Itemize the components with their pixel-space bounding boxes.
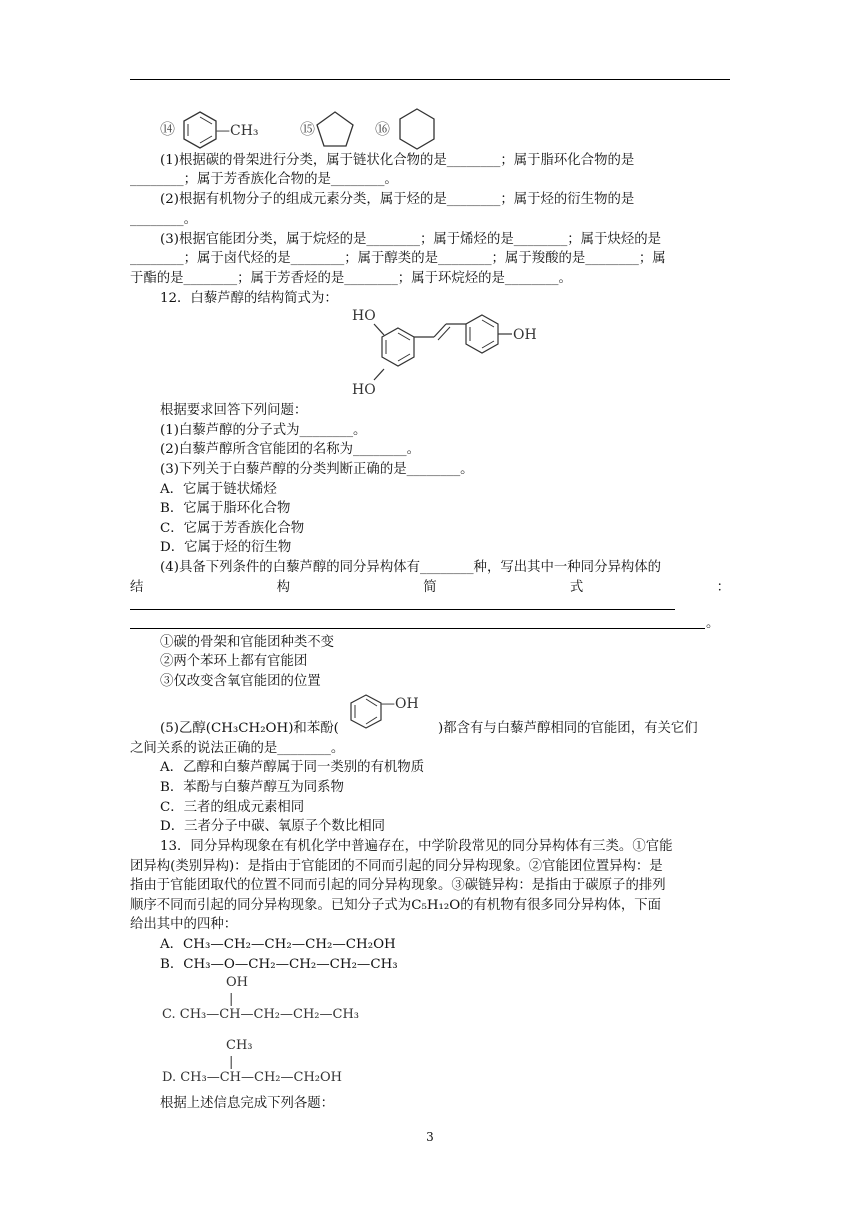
q13-line-2: 团异构(类别异构)：是指由于官能团的不同而引起的同分异构现象。②官能团位置异构：是 bbox=[130, 859, 663, 874]
q12-part-4-end: 。 bbox=[706, 616, 720, 631]
resveratrol-ho-bottom: HO bbox=[352, 382, 376, 398]
structures-svg bbox=[150, 104, 450, 152]
q13-line-1: 13．同分异构现象在有机化学中普遍存在，中学阶段常见的同分异构体有三类。①官能 bbox=[160, 839, 673, 854]
q13-line-4: 顺序不同而引起的同分异构现象。已知分子式为C₅H₁₂O的有机物有很多同分异构体，下面 bbox=[130, 898, 662, 913]
top-structures bbox=[150, 104, 450, 152]
q13-option-c: C. CH₃—CH—CH₂—CH₂—CH₃ bbox=[162, 1007, 360, 1022]
header-rule bbox=[130, 79, 730, 80]
q11-line-2: ________；属于芳香族化合物的是________。 bbox=[130, 172, 398, 187]
q11-line-5: (3)根据官能团分类，属于烷烃的是________；属于烯烃的是________；属于炔烃的是 bbox=[160, 232, 662, 247]
q13-c-oh: OH bbox=[226, 975, 248, 990]
cyclopentane bbox=[317, 112, 353, 146]
phenol-structure bbox=[346, 692, 436, 732]
q13-option-d: D. CH₃—CH—CH₂—CH₂OH bbox=[162, 1070, 342, 1085]
phenol-oh: —OH bbox=[381, 696, 419, 712]
q12-p5-option-b: B．苯酚与白藜芦醇互为同系物 bbox=[160, 780, 344, 795]
q12-option-c: C．它属于芳香族化合物 bbox=[160, 521, 305, 536]
q13-d-ch3: CH₃ bbox=[226, 1038, 253, 1053]
q11-line-1: (1)根据碳的骨架进行分类，属于链状化合物的是________；属于脂环化合物的是 bbox=[160, 153, 635, 168]
phenol-svg bbox=[346, 692, 436, 732]
vinyl-double-2 bbox=[438, 327, 450, 340]
q11-line-6: ________；属于卤代烃的是________；属于醇类的是________；属于羧酸的是________；属 bbox=[130, 251, 666, 266]
q12-ask: 根据要求回答下列问题： bbox=[160, 403, 308, 418]
q12-part-4-justified bbox=[130, 578, 730, 597]
ring-left bbox=[382, 328, 414, 366]
ring-right bbox=[466, 315, 498, 353]
q12-part-5a: (5)乙醇(CH₃CH₂OH)和苯酚( bbox=[160, 721, 339, 736]
just-char: 简 bbox=[423, 580, 437, 595]
q12-p5-option-c: C．三者的组成元素相同 bbox=[160, 800, 305, 815]
q12-part-4: (4)具备下列条件的白藜芦醇的同分异构体有________种，写出其中一种同分异构体的 bbox=[160, 560, 662, 575]
q13-line-5: 给出其中的四种： bbox=[130, 917, 238, 932]
page-number: 3 bbox=[426, 1130, 434, 1144]
q12-part-5b: )都含有与白藜芦醇相同的官能团，有关它们 bbox=[438, 721, 698, 736]
struct-15-num: ⑮ bbox=[300, 120, 316, 138]
q13-c-bond: | bbox=[229, 992, 234, 1007]
resveratrol-structure bbox=[340, 302, 560, 402]
q12-option-a: A．它属于链状烯烃 bbox=[160, 482, 277, 497]
just-char: ： bbox=[716, 580, 730, 595]
q12-intro: 12．白藜芦醇的结构简式为： bbox=[160, 291, 338, 306]
q13-closing: 根据上述信息完成下列各题： bbox=[160, 1096, 335, 1111]
q13-line-3: 指由于官能团取代的位置不同而引起的同分异构现象。③碳链异构：是指由于碳原子的排列 bbox=[130, 878, 666, 893]
resveratrol-ho-top: HO bbox=[352, 308, 376, 324]
bond-ho-bottom bbox=[374, 369, 384, 380]
struct-16-num: ⑯ bbox=[375, 120, 391, 138]
condition-1: ①碳的骨架和官能团种类不变 bbox=[160, 635, 335, 650]
q11-line-4: ________。 bbox=[130, 212, 197, 227]
resveratrol-svg bbox=[340, 302, 560, 402]
vinyl-double-1 bbox=[434, 324, 446, 337]
answer-blank-line-2 bbox=[130, 628, 705, 629]
bond-ho-top bbox=[374, 324, 384, 335]
struct-14-num: ⑭ bbox=[160, 120, 176, 138]
q13-d-bond: | bbox=[229, 1055, 234, 1070]
q11-line-7: 于酯的是________；属于芳香烃的是________；属于环烷烃的是________。 bbox=[130, 271, 572, 286]
q11-line-3: (2)根据有机物分子的组成元素分类，属于烃的是________；属于烃的衍生物的是 bbox=[160, 192, 635, 207]
q12-option-b: B．它属于脂环化合物 bbox=[160, 501, 291, 516]
q12-part-5c: 之间关系的说法正确的是________。 bbox=[130, 741, 345, 756]
resveratrol-oh-right: OH bbox=[513, 327, 537, 343]
just-char: 构 bbox=[276, 580, 291, 595]
q13-option-a: A．CH₃—CH₂—CH₂—CH₂—CH₂OH bbox=[160, 937, 396, 952]
q12-p5-option-a: A．乙醇和白藜芦醇属于同一类别的有机物质 bbox=[160, 760, 425, 775]
q12-part-2: (2)白藜芦醇所含官能团的名称为________。 bbox=[160, 442, 420, 457]
q12-part-1: (1)白藜芦醇的分子式为________。 bbox=[160, 423, 367, 438]
q12-option-d: D．它属于烃的衍生物 bbox=[160, 540, 292, 555]
just-char: 式 bbox=[569, 580, 584, 595]
condition-2: ②两个苯环上都有官能团 bbox=[160, 654, 308, 669]
answer-blank-line-1 bbox=[130, 609, 675, 610]
cyclohexane bbox=[400, 109, 434, 149]
condition-3: ③仅改变含氧官能团的位置 bbox=[160, 674, 321, 689]
q13-option-b: B．CH₃—O—CH₂—CH₂—CH₂—CH₃ bbox=[160, 957, 398, 972]
q12-p5-option-d: D．三者分子中碳、氧原子个数比相同 bbox=[160, 819, 385, 834]
just-char: 结 bbox=[130, 580, 144, 595]
q12-part-3: (3)下列关于白藜芦醇的分类判断正确的是________。 bbox=[160, 462, 474, 477]
struct-14-substituent: —CH₃ bbox=[216, 123, 259, 139]
